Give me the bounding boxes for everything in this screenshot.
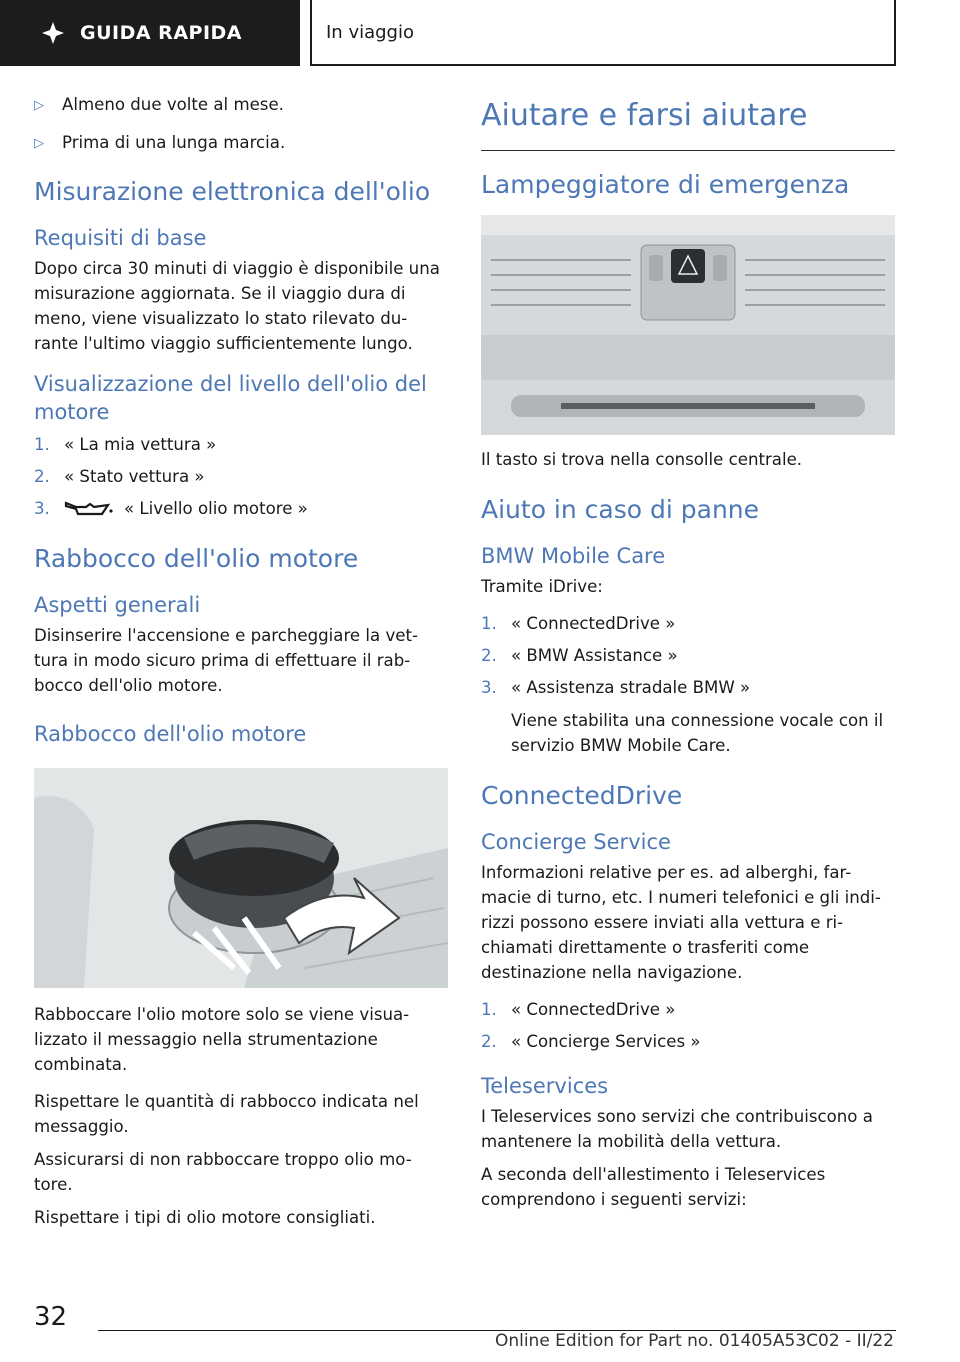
paragraph-hazard: Il tasto si trova nella consolle centrale. bbox=[481, 450, 803, 469]
page-number: 32 bbox=[34, 1302, 68, 1332]
paragraph-topup-2: Rispettare le quantità di rabbocco indicata nel messaggio. bbox=[34, 1092, 419, 1136]
heading-concierge: Concierge Service bbox=[481, 830, 671, 854]
paragraph-mobile-care: Tramite iDrive: bbox=[481, 577, 603, 596]
oil-filler-cap-illustration bbox=[34, 768, 448, 988]
heading-oil-display: Visualizzazione del livello dell'olio del motore bbox=[34, 372, 427, 424]
paragraph-teleservices-1: I Teleservices sono servizi che contribuiscono a mantenere la mobilità della vettura. bbox=[481, 1107, 873, 1151]
list-item: ▷ Almeno due volte al mese. bbox=[34, 92, 448, 118]
list-item: 1. « La mia vettura » bbox=[34, 435, 217, 454]
paragraph-topup-3: Assicurarsi di non rabboccare troppo olio mo-tore. bbox=[34, 1150, 412, 1194]
list-item: 1. « ConnectedDrive » bbox=[481, 614, 676, 633]
triangle-bullet-icon: ▷ bbox=[34, 136, 44, 151]
heading-oil-measurement: Misurazione elettronica dell'olio bbox=[34, 177, 431, 206]
right-column bbox=[481, 92, 895, 1212]
list-item: 3. « Livello olio motore » bbox=[34, 499, 308, 518]
paragraph-teleservices-2: A seconda dell'allestimento i Teleservices comprendono i seguenti servizi: bbox=[481, 1165, 826, 1209]
heading-oil-topup-procedure: Rabbocco dell'olio motore bbox=[34, 722, 307, 746]
heading-breakdown: Aiuto in caso di panne bbox=[481, 495, 760, 524]
heading-oil-topup: Rabbocco dell'olio motore bbox=[34, 544, 359, 573]
heading-connected-drive: ConnectedDrive bbox=[481, 781, 683, 810]
list-item: 1. « ConnectedDrive » bbox=[481, 1000, 676, 1019]
heading-general: Aspetti generali bbox=[34, 593, 201, 617]
list-item: 3. « Assistenza stradale BMW » bbox=[481, 678, 751, 697]
quick-guide-icon bbox=[40, 20, 66, 46]
list-item: 2. « Stato vettura » bbox=[34, 467, 205, 486]
list-item: 2. « Concierge Services » bbox=[481, 1032, 701, 1051]
hazard-button-illustration bbox=[481, 215, 895, 435]
heading-teleservices: Teleservices bbox=[481, 1074, 609, 1098]
paragraph-concierge: Informazioni relative per es. ad alberghi, far-macie di turno, etc. I numeri telefonici e gli indi-rizzi possono essere inviati alla vettura e ri-chiamati direttamente o trasferiti come destinazione nella navigazione. bbox=[481, 863, 881, 982]
triangle-bullet-icon: ▷ bbox=[34, 98, 44, 113]
heading-hazard-lights: Lampeggiatore di emergenza bbox=[481, 170, 850, 199]
paragraph-topup-1: Rabboccare l'olio motore solo se viene visua-lizzato il messaggio nella strumentazione combinata. bbox=[34, 1005, 410, 1074]
paragraph-requirements: Dopo circa 30 minuti di viaggio è disponibile una misurazione aggiornata. Se il viaggio dura di meno, viene visualizzato lo stato rilevato du-rante l'ultimo viaggio sufficientemente lungo. bbox=[34, 259, 440, 353]
paragraph-general: Disinserire l'accensione e parcheggiare la vet-tura in modo sicuro prima di effettuare il rab-bocco dell'olio motore. bbox=[34, 626, 418, 695]
section-tab-label: GUIDA RAPIDA bbox=[80, 22, 242, 44]
edition-note: Online Edition for Part no. 01405A53C02 - II/22 bbox=[494, 1331, 894, 1351]
oil-can-icon bbox=[64, 499, 114, 519]
divider bbox=[481, 150, 895, 151]
heading-mobile-care: BMW Mobile Care bbox=[481, 544, 666, 568]
list-item: ▷ Prima di una lunga marcia. bbox=[34, 130, 448, 156]
list-item: 2. « BMW Assistance » bbox=[481, 646, 678, 665]
chapter-title: In viaggio bbox=[310, 0, 896, 66]
heading-help: Aiutare e farsi aiutare bbox=[481, 98, 808, 133]
left-column bbox=[34, 92, 448, 1230]
section-tab[interactable] bbox=[0, 0, 300, 66]
paragraph-mobile-note: Viene stabilita una connessione vocale con il servizio BMW Mobile Care. bbox=[511, 711, 884, 755]
heading-requirements: Requisiti di base bbox=[34, 226, 207, 250]
paragraph-topup-4: Rispettare i tipi di olio motore consigliati. bbox=[34, 1208, 376, 1227]
